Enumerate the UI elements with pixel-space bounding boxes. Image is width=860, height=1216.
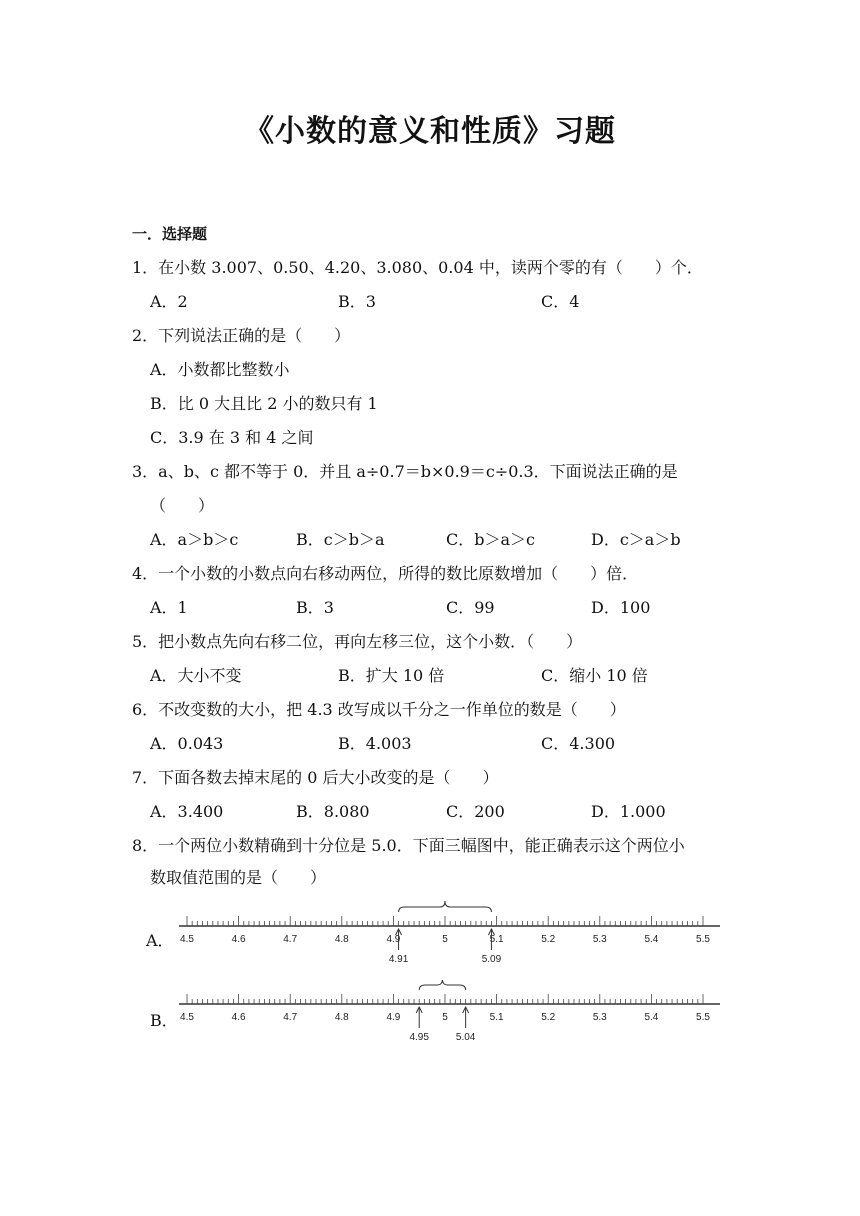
- question-7-option-d: D．1.000: [591, 802, 666, 821]
- question-8-stem: 8．一个两位小数精确到十分位是 5.0．下面三幅图中，能正确表示这个两位小: [132, 836, 685, 855]
- fig-a-tick-label: 5: [442, 934, 448, 945]
- fig-b-tick-label: 5.1: [489, 1012, 504, 1023]
- question-2-stem: 2．下列说法正确的是（ ）: [132, 326, 351, 345]
- fig-b-brace: [419, 980, 465, 990]
- question-2-option-c: C．3.9 在 3 和 4 之间: [150, 428, 314, 447]
- question-7-option-a: A．3.400: [150, 802, 224, 821]
- fig-a-tick-label: 4.9: [386, 934, 401, 945]
- question-1-option-b: B．3: [338, 292, 376, 311]
- fig-b-mark-label: 4.95: [409, 1032, 429, 1043]
- question-5-option-c: C．缩小 10 倍: [541, 666, 648, 685]
- fig-b-mark-label: 5.04: [455, 1032, 476, 1043]
- number-line-figure-b: [175, 980, 730, 1050]
- fig-b-tick-label: 5.2: [541, 1012, 556, 1023]
- page-title: 《小数的意义和性质》习题: [244, 114, 616, 149]
- number-line-figure-a: [175, 900, 730, 972]
- question-3-stem: 3．a、b、c 都不等于 0．并且 a÷0.7＝b×0.9＝c÷0.3．下面说法正确的是: [132, 462, 678, 481]
- question-5-option-a: A．大小不变: [150, 666, 242, 685]
- fig-a-tick-label: 4.5: [180, 934, 194, 945]
- question-6-option-b: B．4.003: [338, 734, 412, 753]
- question-4-option-b: B．3: [296, 598, 334, 617]
- fig-a-tick-label: 5.1: [489, 934, 504, 945]
- question-4-option-a: A．1: [150, 598, 188, 617]
- section-heading: 一．选择题: [132, 225, 208, 243]
- question-6-option-a: A．0.043: [150, 734, 224, 753]
- question-1-option-a: A．2: [150, 292, 188, 311]
- fig-a-tick-label: 5.3: [592, 934, 607, 945]
- fig-b-tick-label: 5: [442, 1012, 448, 1023]
- question-3-stem-continued: （ ）: [150, 496, 215, 515]
- fig-a-tick-label: 5.4: [644, 934, 659, 945]
- question-2-option-b: B．比 0 大且比 2 小的数只有 1: [150, 394, 378, 413]
- question-4-option-c: C．99: [446, 598, 495, 617]
- fig-b-tick-label: 5.5: [696, 1012, 710, 1023]
- question-2-option-a: A．小数都比整数小: [150, 360, 290, 379]
- question-7-option-c: C．200: [446, 802, 505, 821]
- fig-a-tick-label: 4.6: [231, 934, 246, 945]
- fig-b-tick-label: 4.5: [180, 1012, 194, 1023]
- fig-a-tick-label: 4.7: [283, 934, 298, 945]
- fig-b-tick-label: 5.3: [592, 1012, 607, 1023]
- fig-a-mark-label: 5.09: [481, 954, 502, 965]
- question-7-option-b: B．8.080: [296, 802, 370, 821]
- question-5-option-b: B．扩大 10 倍: [338, 666, 445, 685]
- question-6-option-c: C．4.300: [541, 734, 616, 753]
- figure-b-label: B．: [150, 1011, 178, 1030]
- question-3-option-a: A．a＞b＞c: [150, 530, 239, 549]
- fig-a-tick-label: 4.8: [334, 934, 349, 945]
- fig-a-tick-label: 5.2: [541, 934, 556, 945]
- question-6-stem: 6．不改变数的大小，把 4.3 改写成以千分之一作单位的数是（ ）: [132, 700, 626, 719]
- fig-b-tick-label: 4.6: [231, 1012, 246, 1023]
- question-5-stem: 5．把小数点先向右移二位，再向左移三位，这个小数．（ ）: [132, 632, 583, 651]
- fig-b-tick-label: 4.9: [386, 1012, 401, 1023]
- figure-a-label: A．: [146, 931, 174, 950]
- question-3-option-c: C．b＞a＞c: [446, 530, 535, 549]
- fig-b-tick-label: 4.7: [283, 1012, 298, 1023]
- fig-a-brace: [399, 901, 492, 912]
- question-3-option-b: B．c＞b＞a: [296, 530, 385, 549]
- fig-b-tick-label: 4.8: [334, 1012, 349, 1023]
- question-3-option-d: D．c＞a＞b: [591, 530, 681, 549]
- fig-a-tick-label: 5.5: [696, 934, 710, 945]
- question-4-stem: 4．一个小数的小数点向右移动两位，所得的数比原数增加（ ）倍．: [132, 564, 639, 583]
- question-1-option-c: C．4: [541, 292, 580, 311]
- question-4-option-d: D．100: [591, 598, 651, 617]
- fig-b-tick-label: 5.4: [644, 1012, 659, 1023]
- fig-a-mark-label: 4.91: [388, 954, 409, 965]
- question-8-stem-continued: 数取值范围的是（ ）: [150, 868, 327, 887]
- question-7-stem: 7．下面各数去掉末尾的 0 后大小改变的是（ ）: [132, 768, 499, 787]
- question-1-stem: 1．在小数 3.007、0.50、4.20、3.080、0.04 中，读两个零的有（ ）个．: [132, 258, 703, 277]
